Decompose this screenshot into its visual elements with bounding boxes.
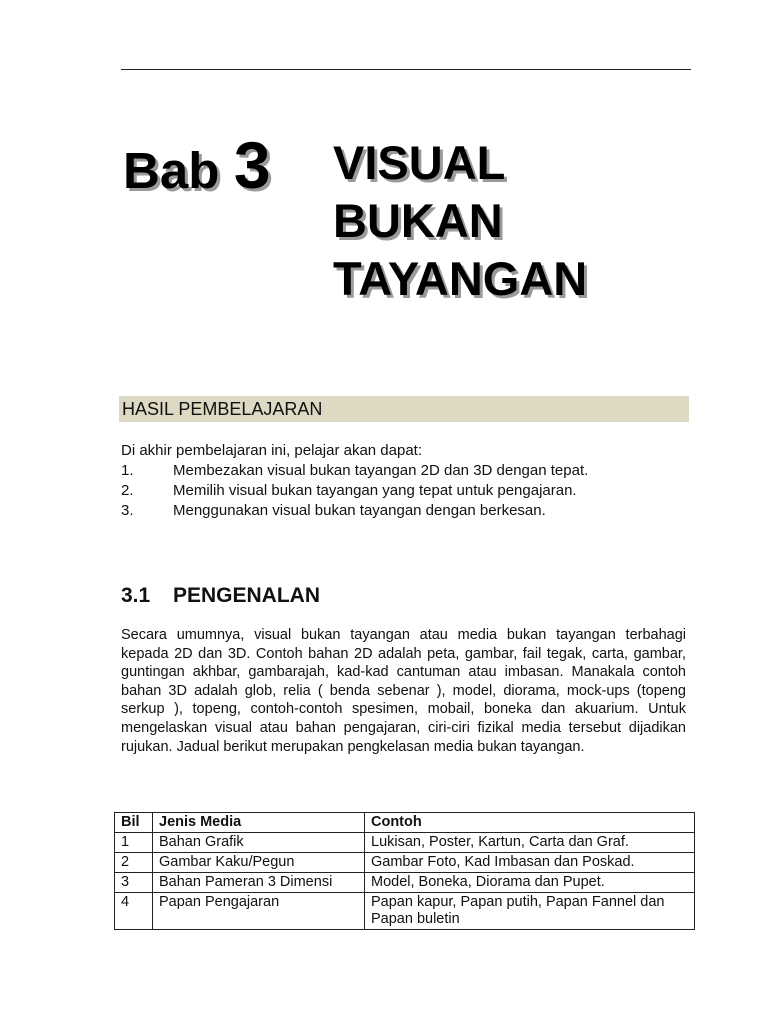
column-header: Contoh (365, 813, 695, 833)
table-cell: 3 (115, 873, 153, 893)
table-cell: Papan kapur, Papan putih, Papan Fannel dan Papan buletin (365, 893, 695, 930)
learning-outcomes-heading-bar (119, 396, 689, 422)
outcomes-intro: Di akhir pembelajaran ini, pelajar akan dapat: (121, 442, 423, 459)
table-cell: 2 (115, 853, 153, 873)
list-item-text: Membezakan visual bukan tayangan 2D dan 3D dengan tepat. (173, 462, 589, 479)
list-item-text: Memilih visual bukan tayangan yang tepat untuk pengajaran. (173, 482, 577, 499)
chapter-title-line: VISUAL (333, 136, 506, 189)
table-header-row (115, 813, 695, 833)
list-item-text: Menggunakan visual bukan tayangan dengan berkesan. (173, 502, 546, 519)
learning-outcomes-heading: HASIL PEMBELAJARAN (122, 399, 323, 419)
section-heading (121, 584, 320, 608)
table-row (115, 893, 695, 930)
top-rule (121, 69, 691, 70)
column-header: Bil (115, 813, 153, 833)
chapter-title (333, 134, 587, 308)
list-item-number: 1. (121, 462, 134, 479)
table-cell: Gambar Foto, Kad Imbasan dan Poskad. (365, 853, 695, 873)
chapter-label (123, 128, 271, 202)
media-classification-table (114, 812, 695, 930)
section-title: PENGENALAN (173, 584, 321, 607)
table-cell: Lukisan, Poster, Kartun, Carta dan Graf. (365, 833, 695, 853)
table-cell: 1 (115, 833, 153, 853)
list-item-number: 2. (121, 482, 134, 499)
intro-paragraph: Secara umumnya, visual bukan tayangan atau media bukan tayangan terbahagi kepada 2D dan 3D. Contoh bahan 2D adalah peta, gambar, fail tegak, carta, gambar, guntingan akhbar, gambarajah, kad-kad cantuman atau imbasan. Manakala contoh bahan 3D adalah glob, relia ( benda sebenar ), model, diorama, mock-ups (topeng serkup ), topeng, contoh-contoh spesimen, mobail, boneka dan akuarium. Untuk mengelaskan visual atau bahan pengajaran, ciri-ciri fizikal media tersebut dijadikan rujukan. Jadual berikut merupakan pengkelasan media bukan tayangan. (121, 627, 686, 755)
table-row (115, 873, 695, 893)
chapter-number: 3 (233, 128, 271, 202)
chapter-word: Bab (123, 142, 220, 199)
table-cell: Gambar Kaku/Pegun (153, 853, 365, 873)
table-row (115, 853, 695, 873)
table-cell: Papan Pengajaran (153, 893, 365, 930)
list-item-number: 3. (121, 502, 134, 519)
table-row (115, 833, 695, 853)
column-header: Jenis Media (153, 813, 365, 833)
table-cell: Model, Boneka, Diorama dan Pupet. (365, 873, 695, 893)
table-cell: 4 (115, 893, 153, 930)
chapter-title-line: TAYANGAN (333, 252, 588, 305)
chapter-title-line: BUKAN (333, 194, 503, 247)
table-cell: Bahan Pameran 3 Dimensi (153, 873, 365, 893)
table-cell: Bahan Grafik (153, 833, 365, 853)
section-number: 3.1 (121, 584, 151, 607)
